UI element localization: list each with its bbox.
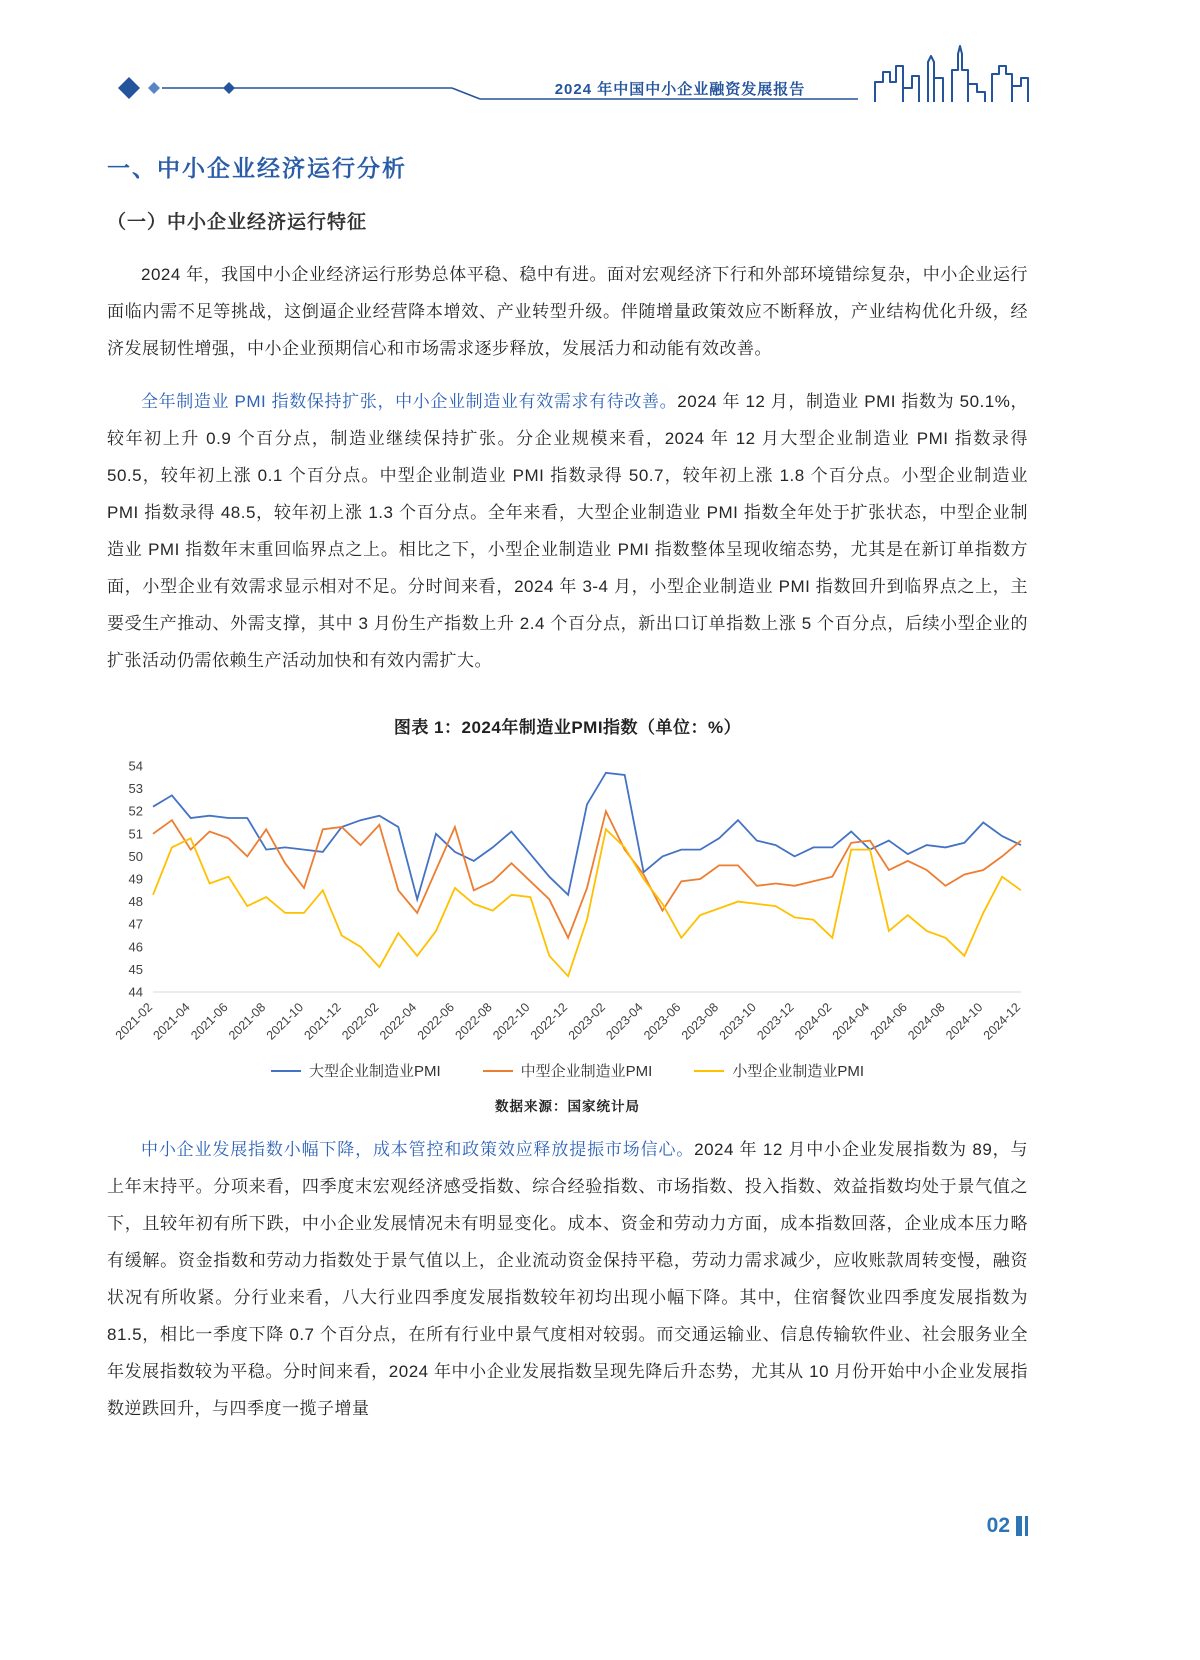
svg-text:2023-04: 2023-04	[603, 1000, 646, 1043]
paragraph-text: 2024 年 12 月中小企业发展指数为 89，与上年末持平。分项来看，四季度末宏观经济感受指数、综合经验指数、市场指数、投入指数、效益指数均处于景气值之下，且较年初有所下跌，中小企业发展情况未有明显变化。成本、资金和劳动力方面，成本指数回落，企业成本压力略有缓解。资金指数和劳动力指数处于景气值以上，企业流动资金保持平稳，劳动力需求减少，应收账款周转变慢，融资状况有所收紧。分行业来看，八大行业四季度发展指数较年初均出现小幅下降。其中，住宿餐饮业四季度发展指数为 81.5，相比一季度下降 0.7 个百分点，在所有行业中景气度相对较弱。而交通运输业、信息传输软件业、社会服务业全年发展指数较为平稳。分时间来看，2024 年中小企业发展指数呈现先降后升态势，尤其从 10 月份开始中小企业发展指数逆跌回升，与四季度一揽子增量	[107, 1140, 1029, 1418]
header-decoration	[0, 0, 1200, 120]
paragraph-pmi	[107, 383, 1028, 679]
legend-item-large	[271, 1060, 441, 1081]
page-number-text: 02	[986, 1514, 1010, 1537]
paragraph-lead: 全年制造业 PMI 指数保持扩张，中小企业制造业有效需求有待改善。	[141, 392, 678, 411]
svg-text:2024-08: 2024-08	[905, 1000, 948, 1043]
footer-page-number	[987, 1514, 1028, 1538]
legend-line-swatch	[694, 1070, 724, 1072]
svg-text:2024-12: 2024-12	[980, 1000, 1024, 1043]
svg-text:2024-06: 2024-06	[867, 1000, 910, 1043]
legend-label: 中型企业制造业PMI	[520, 1063, 653, 1080]
svg-text:47: 47	[128, 916, 143, 932]
svg-text:2022-10: 2022-10	[490, 1000, 533, 1043]
pmi-line-chart	[107, 752, 1028, 1058]
svg-text:51: 51	[128, 826, 143, 842]
svg-text:2022-02: 2022-02	[339, 1000, 382, 1043]
svg-text:2021-02: 2021-02	[112, 1000, 156, 1043]
svg-text:2024-10: 2024-10	[943, 1000, 986, 1043]
paragraph-text: 2024 年，我国中小企业经济运行形势总体平稳、稳中有进。面对宏观经济下行和外部环境错综复杂，中小企业运行面临内需不足等挑战，这倒逼企业经营降本增效、产业转型升级。伴随增量政策效应不断释放，产业结构优化升级，经济发展韧性增强，中小企业预期信心和市场需求逐步释放，发展活力和动能有效改善。	[107, 265, 1028, 358]
paragraph-text: 2024 年 12 月，制造业 PMI 指数为 50.1%，较年初上升 0.9 个百分点，制造业继续保持扩张。分企业规模来看，2024 年 12 月大型企业制造业 PMI 指数录得 50.5，较年初上涨 0.1 个百分点。中型企业制造业 PMI 指数录得 50.7，较年初上涨 1.8 个百分点。小型企业制造业 PMI 指数录得 48.5，较年初上涨 1.3 个百分点。全年来看，大型企业制造业 PMI 指数全年处于扩张状态，中型企业制造业 PMI 指数年末重回临界点之上。相比之下，小型企业制造业 PMI 指数整体呈现收缩态势，尤其是在新订单指数方面，小型企业有效需求显示相对不足。分时间来看，2024 年 3-4 月，小型企业制造业 PMI 指数回升到临界点之上，主要受生产推动、外需支撑，其中 3 月份生产指数上升 2.4 个百分点，新出口订单指数上涨 5 个百分点，后续小型企业的扩张活动仍需依赖生产活动加快和有效内需扩大。	[107, 392, 1028, 670]
svg-text:50: 50	[128, 848, 143, 864]
svg-text:2021-12: 2021-12	[301, 1000, 344, 1043]
svg-text:54: 54	[128, 758, 143, 774]
svg-text:2022-08: 2022-08	[452, 1000, 495, 1043]
chart-source: 数据来源：国家统计局	[495, 1099, 640, 1114]
paragraph-sme-index	[107, 1131, 1028, 1427]
legend-item-small	[694, 1060, 864, 1081]
svg-text:2023-08: 2023-08	[678, 1000, 722, 1043]
svg-text:2021-04: 2021-04	[150, 1000, 193, 1043]
legend-label: 大型企业制造业PMI	[308, 1063, 441, 1080]
svg-text:2023-12: 2023-12	[754, 1000, 797, 1043]
pmi-chart-block	[107, 713, 1028, 1115]
svg-text:52: 52	[128, 803, 143, 819]
svg-text:2021-06: 2021-06	[188, 1000, 231, 1043]
legend-label: 小型企业制造业PMI	[732, 1063, 864, 1080]
svg-text:2022-06: 2022-06	[414, 1000, 458, 1043]
paragraph-overview	[107, 256, 1028, 367]
svg-text:2023-06: 2023-06	[641, 1000, 684, 1043]
paragraph-lead: 中小企业发展指数小幅下降，成本管控和政策效应释放提振市场信心。	[141, 1140, 695, 1159]
legend-item-medium	[483, 1060, 653, 1081]
chart-legend	[107, 1060, 1028, 1081]
svg-text:2022-12: 2022-12	[527, 1000, 571, 1043]
section-subheading: （一）中小企业经济运行特征	[107, 212, 368, 233]
svg-text:2024-02: 2024-02	[792, 1000, 835, 1043]
header-title: 2024 年中国中小企业融资发展报告	[554, 81, 806, 98]
svg-text:48: 48	[128, 894, 143, 910]
svg-text:45: 45	[128, 961, 143, 977]
legend-line-swatch	[483, 1070, 513, 1072]
svg-text:2021-08: 2021-08	[225, 1000, 269, 1043]
svg-text:2021-10: 2021-10	[263, 1000, 307, 1043]
svg-text:46: 46	[128, 939, 143, 955]
svg-text:44: 44	[128, 984, 143, 1000]
section-heading: 一、中小企业经济运行分析	[107, 155, 407, 181]
legend-line-swatch	[271, 1070, 301, 1072]
svg-text:2022-04: 2022-04	[376, 1000, 420, 1043]
svg-text:2023-10: 2023-10	[716, 1000, 759, 1043]
svg-text:2024-04: 2024-04	[829, 1000, 873, 1043]
svg-text:49: 49	[128, 871, 143, 887]
page-number-bars-icon	[1016, 1516, 1028, 1536]
svg-text:2023-02: 2023-02	[565, 1000, 609, 1043]
svg-text:53: 53	[128, 781, 143, 797]
chart-title: 图表 1：2024年制造业PMI指数（单位：%）	[393, 718, 742, 737]
